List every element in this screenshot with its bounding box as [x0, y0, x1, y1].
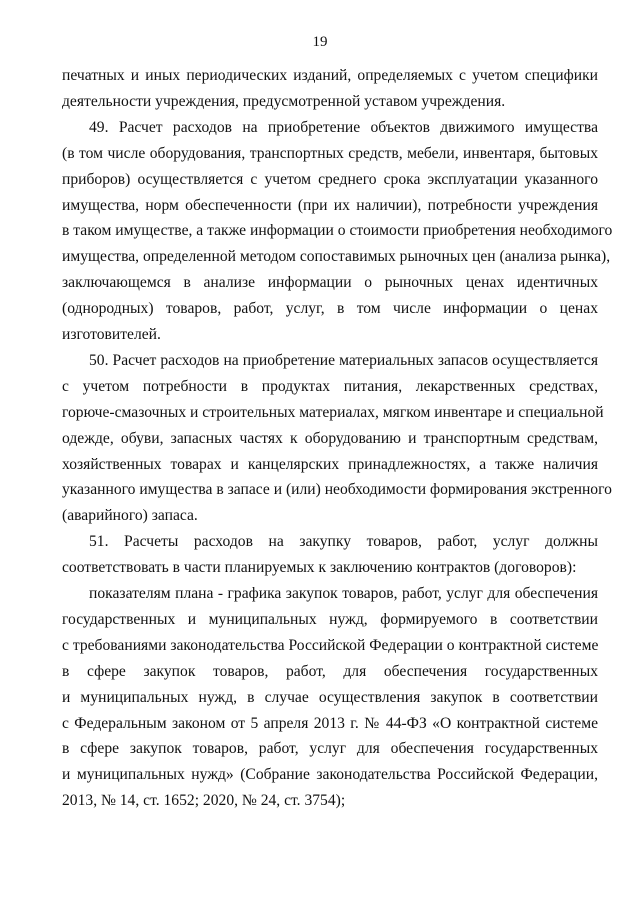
text-line: имущества, определенной методом сопоставимых рыночных цен (анализа рынка), [62, 248, 611, 266]
text-line: 50. Расчет расходов на приобретение материальных запасов осуществляется [89, 351, 598, 369]
text-line: (в том числе оборудования, транспортных средств, мебели, инвентаря, бытовых [62, 144, 598, 162]
text-line: заключающемся в анализе информации о рыночных ценах идентичных [62, 274, 598, 292]
text-line: имущества, норм обеспеченности (при их наличии), потребности учреждения [62, 196, 598, 214]
text-line: горюче-смазочных и строительных материалах, мягком инвентаре и специальной [62, 403, 604, 421]
text-line: показателям плана - графика закупок товаров, работ, услуг для обеспечения [89, 585, 598, 602]
text-line: изготовителей. [62, 326, 161, 343]
text-line: указанного имущества в запасе и (или) необходимости формирования экстренного [62, 481, 612, 499]
page-number: 19 [312, 34, 328, 50]
text-line: соответствовать в части планируемых к заключению контрактов (договоров): [62, 559, 577, 577]
text-line: с Федеральным законом от 5 апреля 2013 г. № 44-ФЗ «О контрактной системе [62, 714, 598, 732]
text-line: (аварийного) запаса. [62, 507, 198, 525]
text-line: с учетом потребности в продуктах питания, лекарственных средствах, [62, 377, 598, 395]
text-line: 51. Расчеты расходов на закупку товаров, работ, услуг должны [89, 533, 598, 551]
text-line: 2013, № 14, ст. 1652; 2020, № 24, ст. 3754); [62, 792, 346, 810]
text-line: с требованиями законодательства Российской Федерации о контрактной системе [62, 636, 599, 654]
text-line: и муниципальных нужд, в случае осуществления закупок в соответствии [62, 688, 598, 706]
text-line: одежде, обуви, запасных частях к оборудованию и транспортным средствам, [62, 429, 598, 447]
text-line: в сфере закупок товаров, работ, для обеспечения государственных [62, 662, 598, 680]
text-line: в таком имуществе, а также информации о стоимости приобретения необходимого [62, 222, 613, 240]
text-line: в сфере закупок товаров, работ, услуг для обеспечения государственных [62, 740, 598, 758]
text-line: деятельности учреждения, предусмотренной уставом учреждения. [62, 92, 506, 110]
text-line: печатных и иных периодических изданий, определяемых с учетом специфики [62, 67, 598, 84]
text-line: хозяйственных товарах и канцелярских принадлежностях, а также наличия [62, 455, 598, 473]
text-line: и муниципальных нужд» (Собрание законодательства Российской Федерации, [62, 766, 598, 784]
text-line: приборов) осуществляется с учетом среднего срока эксплуатации указанного [62, 170, 598, 188]
text-line: (однородных) товаров, работ, услуг, в том числе информации о ценах [62, 300, 598, 318]
text-line: 49. Расчет расходов на приобретение объектов движимого имущества [89, 118, 598, 136]
text-line: государственных и муниципальных нужд, формируемого в соответствии [62, 610, 598, 628]
